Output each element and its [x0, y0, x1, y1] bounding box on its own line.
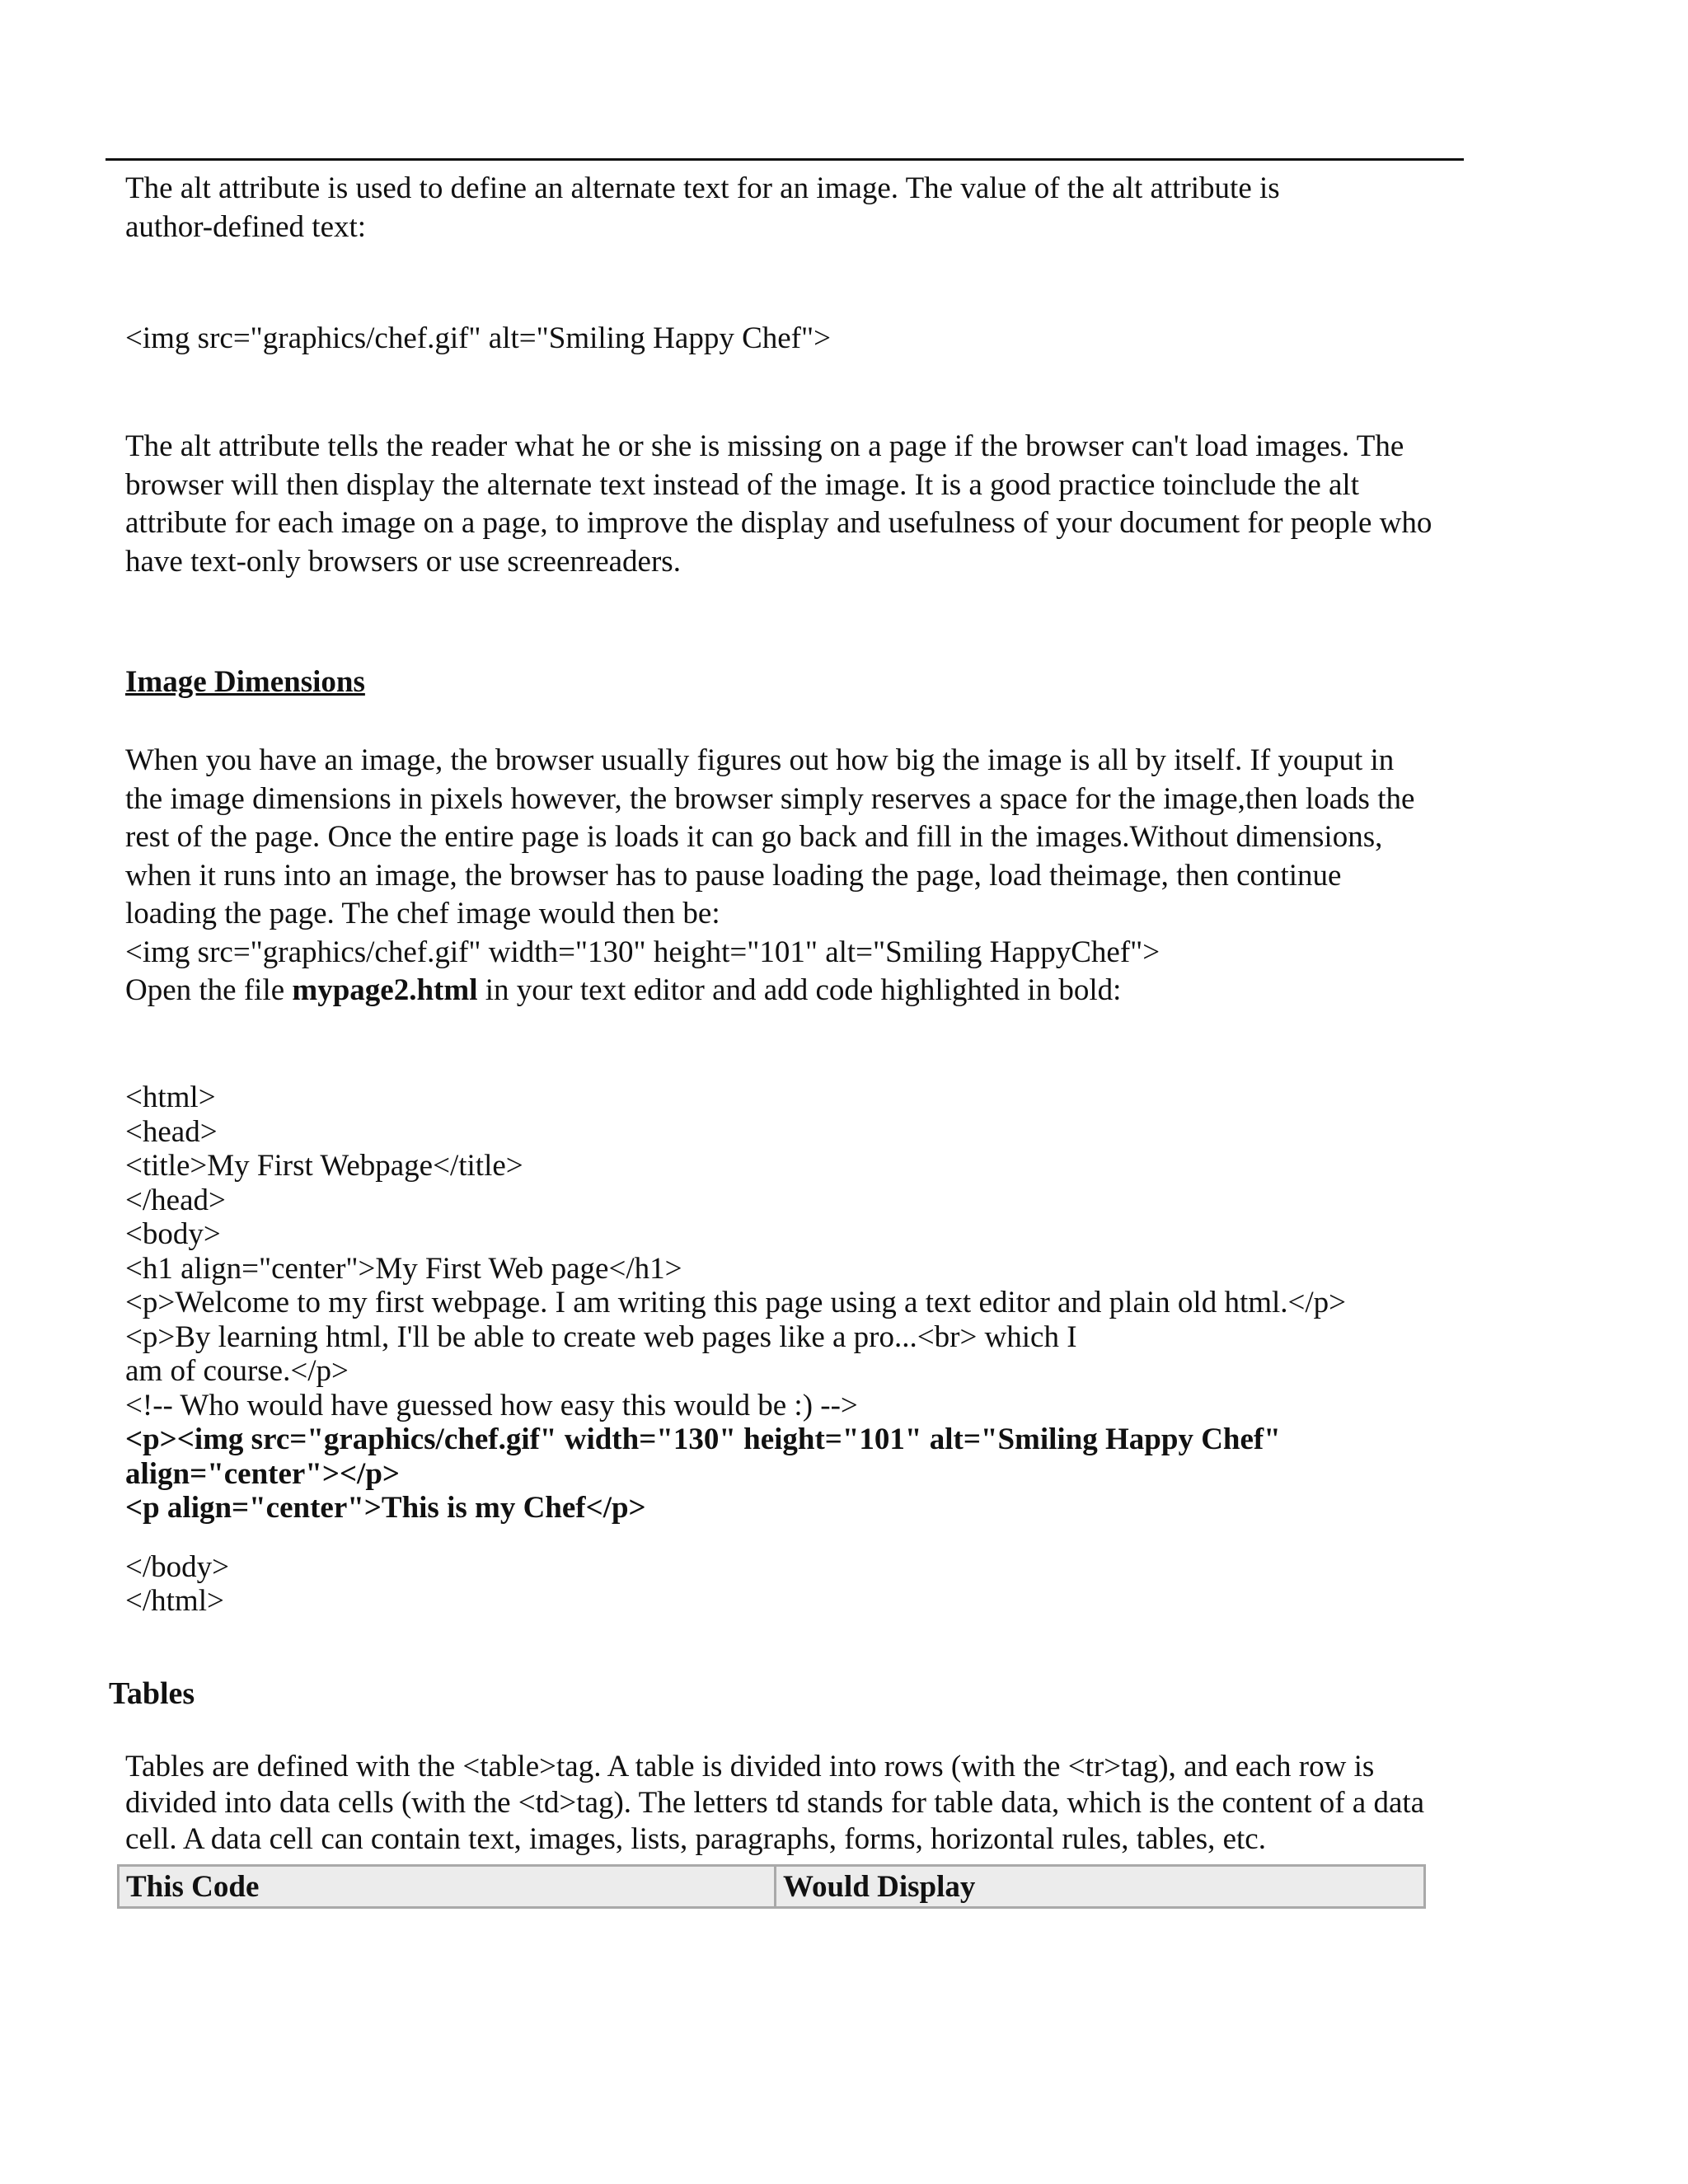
code-line: <h1 align="center">My First Web page</h1>	[125, 1251, 682, 1286]
image-dimensions-paragraph: When you have an image, the browser usually figures out how big the image is all by itself. If youput in the image dimensions in pixels however, the browser simply reserves a space for the image,then loads the rest of the page. Once the entire page is loads it can go back and fill in the images.Without dimensions, when it runs into an image, the browser has to pause loading the page, load theimage, then continue loading the page. The chef image would then be: <img src="graphics/chef.gif" width="130" height="101" alt="Smiling HappyChef">	[125, 743, 1415, 969]
code-line-bold: <p><img src="graphics/chef.gif" width="130" height="101" alt="Smiling Happy Chef"	[125, 1422, 1281, 1456]
code-line: <!-- Who would have guessed how easy this would be :) -->	[125, 1388, 858, 1422]
file-name: mypage2.html	[292, 973, 478, 1007]
code-line: </body>	[125, 1549, 230, 1584]
code-line: <body>	[125, 1217, 221, 1251]
alt-example-tag: <img src="graphics/chef.gif" alt="Smiling Happy Chef">	[125, 321, 831, 355]
code-line: <head>	[125, 1114, 218, 1149]
code-line: </head>	[125, 1183, 226, 1217]
open-suffix: in your text editor and add code highlighted in bold:	[477, 973, 1122, 1007]
open-file-instruction	[125, 972, 1559, 1010]
code-line: </html>	[125, 1584, 224, 1618]
code-line: <html>	[125, 1080, 216, 1114]
code-display-table	[117, 1864, 1426, 1909]
code-line: am of course.</p>	[125, 1354, 349, 1388]
tables-heading: Tables	[109, 1676, 195, 1711]
table-header-would-display: Would Display	[776, 1866, 1425, 1908]
code-listing	[125, 1080, 1559, 1619]
code-line: <title>My First Webpage</title>	[125, 1149, 523, 1183]
table-header-this-code: This Code	[119, 1866, 776, 1908]
open-prefix: Open the file	[125, 973, 293, 1007]
tables-paragraph: Tables are defined with the <table>tag. A table is divided into rows (with the <tr>tag), and each row is divided into data cells (with the <td>tag). The letters td stands for table data, which is the content of a data cell. A data cell can contain text, images, lists, paragraphs, forms, horizontal rules, tables, etc.	[125, 1750, 1425, 1856]
alt-explanation-paragraph: The alt attribute tells the reader what he or she is missing on a page if the browser can't load images. The browser will then display the alternate text instead of the image. It is a good practice toinclude the alt attribute for each image on a page, to improve the display and usefulness of your document for people who have text-only browsers or use screenreaders.	[125, 429, 1432, 579]
image-dimensions-heading: Image Dimensions	[125, 665, 365, 699]
table-header-row	[119, 1866, 1425, 1908]
alt-intro-paragraph: The alt attribute is used to define an alternate text for an image. The value of the alt attribute is author-defined text:	[125, 171, 1280, 244]
code-line-bold: align="center"></p>	[125, 1456, 400, 1491]
code-line: <p>By learning html, I'll be able to create web pages like a pro...<br> which I	[125, 1319, 1077, 1354]
code-line-bold: <p align="center">This is my Chef</p>	[125, 1491, 646, 1525]
top-rule	[106, 158, 1464, 161]
code-line: <p>Welcome to my first webpage. I am writing this page using a text editor and plain old html.</p>	[125, 1286, 1347, 1319]
